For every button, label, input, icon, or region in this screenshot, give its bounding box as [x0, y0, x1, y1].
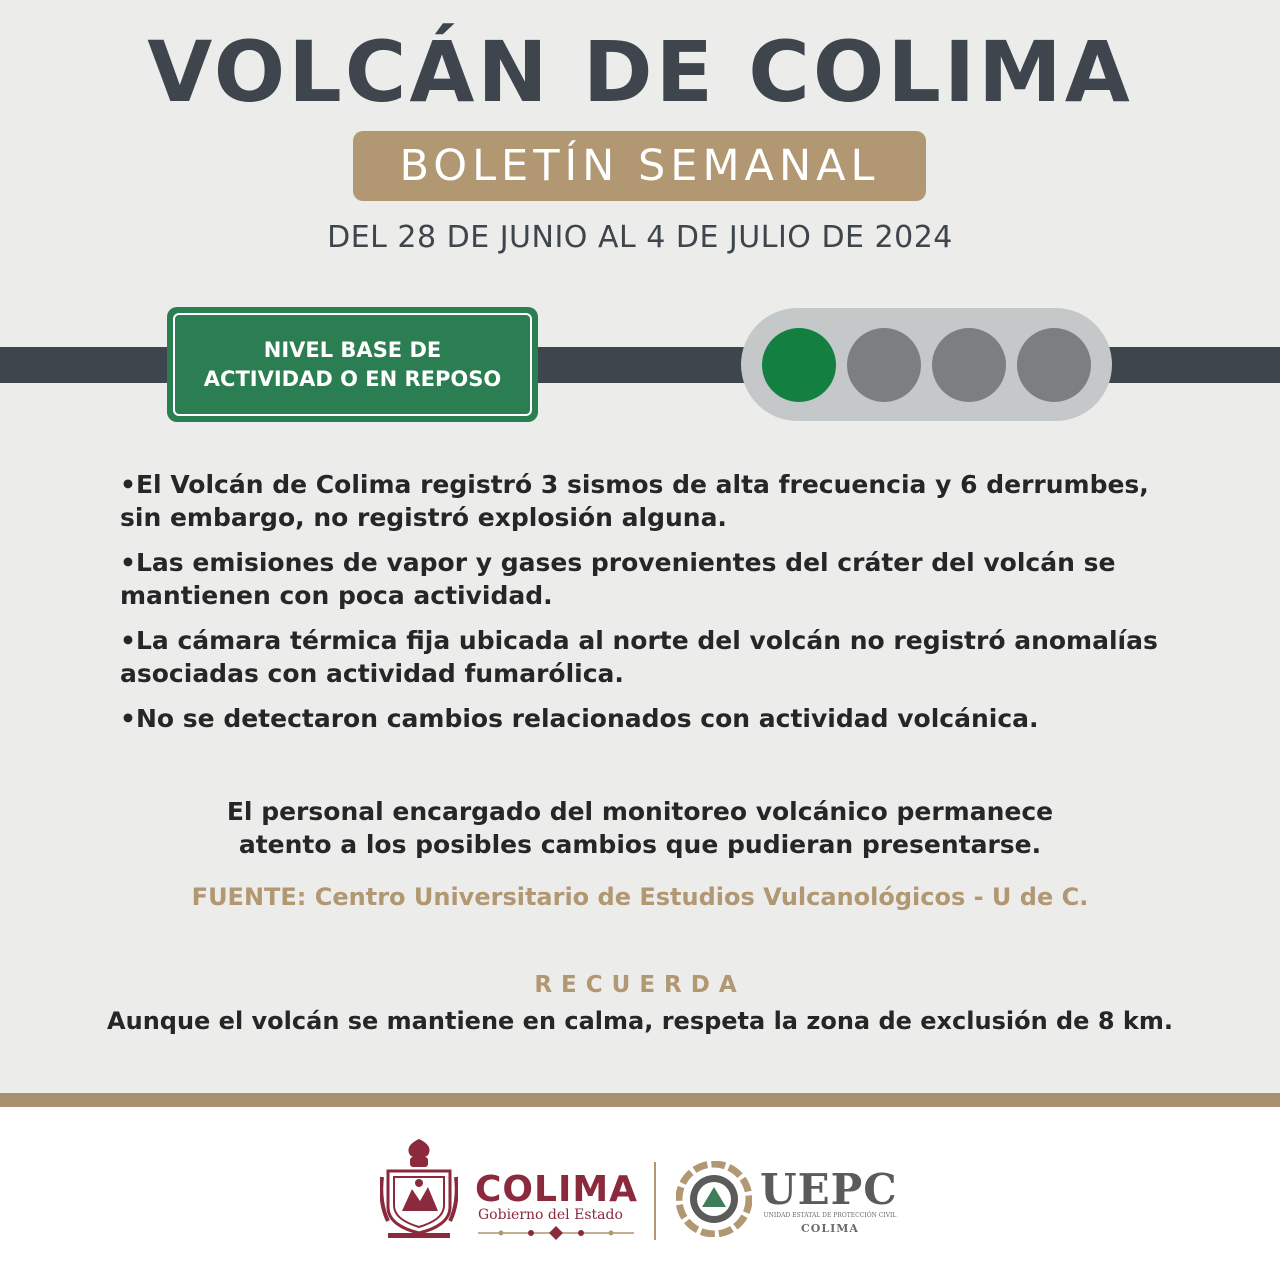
uepc-emblem-icon [676, 1161, 752, 1237]
bulletin-item: •El Volcán de Colima registró 3 sismos de alta frecuencia y 6 derrumbes, sin embargo, no registró explosión alguna. [120, 470, 1149, 532]
bulletin-list [120, 468, 1180, 747]
source-credit: FUENTE: Centro Universitario de Estudios Vulcanológicos - U de C. [191, 883, 1089, 911]
bulletin-item: •Las emisiones de vapor y gases provenientes del cráter del volcán se mantienen con poca actividad. [120, 548, 1116, 610]
footer [0, 1107, 1280, 1280]
reminder-text: Aunque el volcán se mantiene en calma, respeta la zona de exclusión de 8 km. [107, 1007, 1173, 1035]
reminder-heading: RECUERDA [534, 972, 746, 998]
activity-level-badge [167, 307, 538, 422]
page-title: VOLCÁN DE COLIMA [147, 23, 1133, 121]
traffic-light [741, 308, 1112, 421]
ornament-icon [476, 1225, 636, 1241]
traffic-light-lamp-4 [1017, 328, 1091, 402]
monitoring-note-line-2: atento a los posibles cambios que pudieran presentarse. [238, 830, 1042, 859]
monitoring-note [0, 795, 1280, 861]
uepc-logo-text: UEPC [760, 1165, 898, 1214]
bulletin-item: •No se detectaron cambios relacionados con actividad volcánica. [120, 704, 1039, 733]
traffic-light-lamp-3 [932, 328, 1006, 402]
subtitle-text: BOLETÍN SEMANAL [399, 141, 880, 191]
traffic-light-lamp-1 [762, 328, 836, 402]
activity-level-label [204, 336, 501, 394]
colima-crest-icon [380, 1137, 458, 1239]
activity-level-line-2: ACTIVIDAD O EN REPOSO [203, 366, 502, 391]
activity-level-badge-border [173, 313, 532, 416]
uepc-logo-subtitle: UNIDAD ESTATAL DE PROTECCIÓN CIVIL [763, 1212, 897, 1219]
bulletin-item: •La cámara térmica fija ubicada al norte del volcán no registró anomalías asociadas con actividad fumarólica. [120, 626, 1158, 688]
logo-divider [654, 1162, 656, 1240]
activity-level-line-1: NIVEL BASE DE [263, 337, 442, 362]
uepc-logo-city: COLIMA [801, 1222, 859, 1235]
monitoring-note-line-1: El personal encargado del monitoreo volcánico permanece [226, 797, 1054, 826]
traffic-light-lamp-2 [847, 328, 921, 402]
subtitle-banner [353, 131, 926, 201]
footer-divider [0, 1093, 1280, 1107]
colima-logo-text: COLIMA [475, 1169, 639, 1210]
date-range: DEL 28 DE JUNIO AL 4 DE JULIO DE 2024 [327, 220, 953, 255]
colima-logo-subtitle: Gobierno del Estado [478, 1207, 623, 1223]
